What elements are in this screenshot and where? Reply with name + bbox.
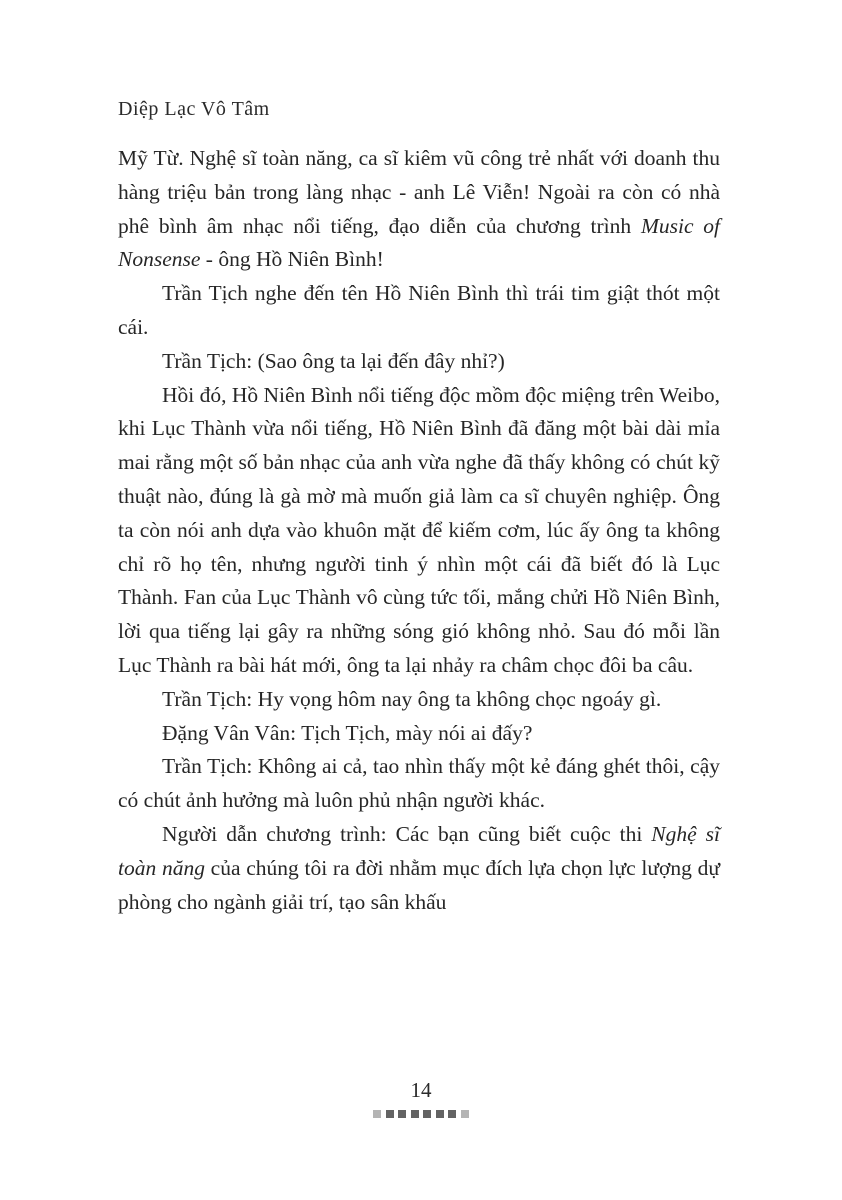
text-run: Hồi đó, Hồ Niên Bình nổi tiếng độc mồm độc miệng trên Weibo, khi Lục Thành vừa nổi tiếng, Hồ Niên Bình đã đăng một bài dài mỉa mai rằng một số bản nhạc của anh vừa nghe đã thấy không có chút kỹ thuật nào, đúng là gà mờ mà muốn giả làm ca sĩ chuyên nghiệp. Ông ta còn nói anh dựa vào khuôn mặt để kiếm cơm, lúc ấy ông ta không chỉ rõ họ tên, nhưng người tinh ý nhìn một cái đã biết đó là Lục Thành. Fan của Lục Thành vô cùng tức tối, mắng chửi Hồ Niên Bình, lời qua tiếng lại gây ra những sóng gió không nhỏ. Sau đó mỗi lần Lục Thành ra bài hát mới, ông ta lại nhảy ra châm chọc đôi ba câu. (118, 382, 720, 677)
text-run: Đặng Vân Vân: Tịch Tịch, mày nói ai đấy? (162, 720, 533, 745)
text-run: của chúng tôi ra đời nhằm mục đích lựa chọn lực lượng dự phòng cho ngành giải trí, tạo sân khấu (118, 855, 720, 914)
text-run: - ông Hồ Niên Bình! (200, 247, 384, 272)
italic-text-run: Nghệ sĩ toàn năng (118, 821, 720, 880)
paragraph (118, 750, 720, 818)
page-body (118, 142, 720, 919)
footer-square (398, 1110, 406, 1118)
text-run: Trần Tịch nghe đến tên Hồ Niên Bình thì trái tim giật thót một cái. (118, 281, 720, 339)
footer-square (373, 1110, 381, 1118)
page-number: 14 (410, 1078, 432, 1102)
paragraph (118, 818, 720, 919)
footer-square (423, 1110, 431, 1118)
paragraph (118, 277, 720, 345)
paragraph (118, 142, 720, 277)
decorative-squares (0, 1110, 842, 1118)
text-run: Mỹ Từ. Nghệ sĩ toàn năng, ca sĩ kiêm vũ công trẻ nhất với doanh thu hàng triệu bản trong làng nhạc - anh Lê Viễn! Ngoài ra còn có nhà phê bình âm nhạc nổi tiếng, đạo diễn của chương trình (118, 146, 720, 238)
footer-square (436, 1110, 444, 1118)
text-run: Trần Tịch: Hy vọng hôm nay ông ta không chọc ngoáy gì. (162, 686, 662, 711)
running-header-author: Diệp Lạc Vô Tâm (118, 98, 270, 120)
paragraph (118, 683, 720, 717)
italic-text-run: Music of Nonsense (118, 213, 720, 272)
footer-square (448, 1110, 456, 1118)
text-run: Trần Tịch: (Sao ông ta lại đến đây nhỉ?) (162, 348, 505, 373)
page-footer (0, 1078, 842, 1118)
paragraph (118, 379, 720, 683)
footer-square (386, 1110, 394, 1118)
text-run: Trần Tịch: Không ai cả, tao nhìn thấy một kẻ đáng ghét thôi, cậy có chút ảnh hưởng mà luôn phủ nhận người khác. (118, 754, 720, 813)
footer-square (411, 1110, 419, 1118)
footer-square (461, 1110, 469, 1118)
paragraph (118, 345, 720, 379)
paragraph (118, 717, 720, 751)
text-run: Người dẫn chương trình: Các bạn cũng biết cuộc thi (162, 821, 652, 846)
